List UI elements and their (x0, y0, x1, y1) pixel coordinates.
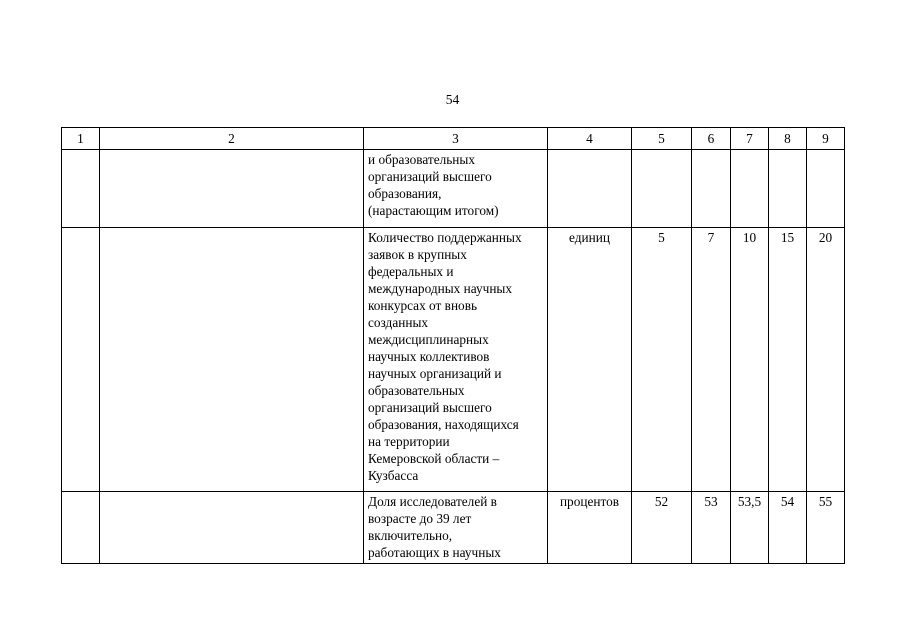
header-cell: 8 (769, 128, 807, 150)
value-cell: 53,5 (731, 492, 769, 564)
table-header-row (62, 128, 845, 150)
indicator-cell: Доля исследователей в возрасте до 39 лет включительно, работающих в научных (364, 492, 548, 564)
header-cell: 6 (692, 128, 731, 150)
header-cell: 9 (807, 128, 845, 150)
table-row (62, 228, 845, 492)
value-cell: 5 (632, 228, 692, 492)
row-number-cell (62, 150, 100, 228)
unit-cell: процентов (548, 492, 632, 564)
value-cell: 10 (731, 228, 769, 492)
value-cell: 7 (692, 228, 731, 492)
page-number: 54 (445, 92, 460, 107)
value-cell (692, 150, 731, 228)
unit-cell: единиц (548, 228, 632, 492)
table-row (62, 492, 845, 564)
value-cell: 20 (807, 228, 845, 492)
value-cell (632, 150, 692, 228)
value-cell (769, 150, 807, 228)
value-cell (807, 150, 845, 228)
header-cell: 4 (548, 128, 632, 150)
header-cell: 2 (100, 128, 364, 150)
header-cell: 7 (731, 128, 769, 150)
value-cell: 53 (692, 492, 731, 564)
task-cell (100, 150, 364, 228)
value-cell: 15 (769, 228, 807, 492)
value-cell: 54 (769, 492, 807, 564)
indicators-table (61, 127, 845, 564)
header-cell: 3 (364, 128, 548, 150)
task-cell (100, 492, 364, 564)
row-number-cell (62, 492, 100, 564)
header-cell: 5 (632, 128, 692, 150)
table-row (62, 150, 845, 228)
indicator-cell: и образовательных организаций высшего образования, (нарастающим итогом) (364, 150, 548, 228)
row-number-cell (62, 228, 100, 492)
value-cell: 55 (807, 492, 845, 564)
task-cell (100, 228, 364, 492)
value-cell: 52 (632, 492, 692, 564)
indicator-cell: Количество поддержанных заявок в крупных федеральных и международных научных конкурсах от вновь созданных междисциплинарных научных коллективов научных организаций и образовательных организаций высшего образования, находящихся на территории Кемеровской области – Кузбасса (364, 228, 548, 492)
header-cell: 1 (62, 128, 100, 150)
unit-cell (548, 150, 632, 228)
value-cell (731, 150, 769, 228)
